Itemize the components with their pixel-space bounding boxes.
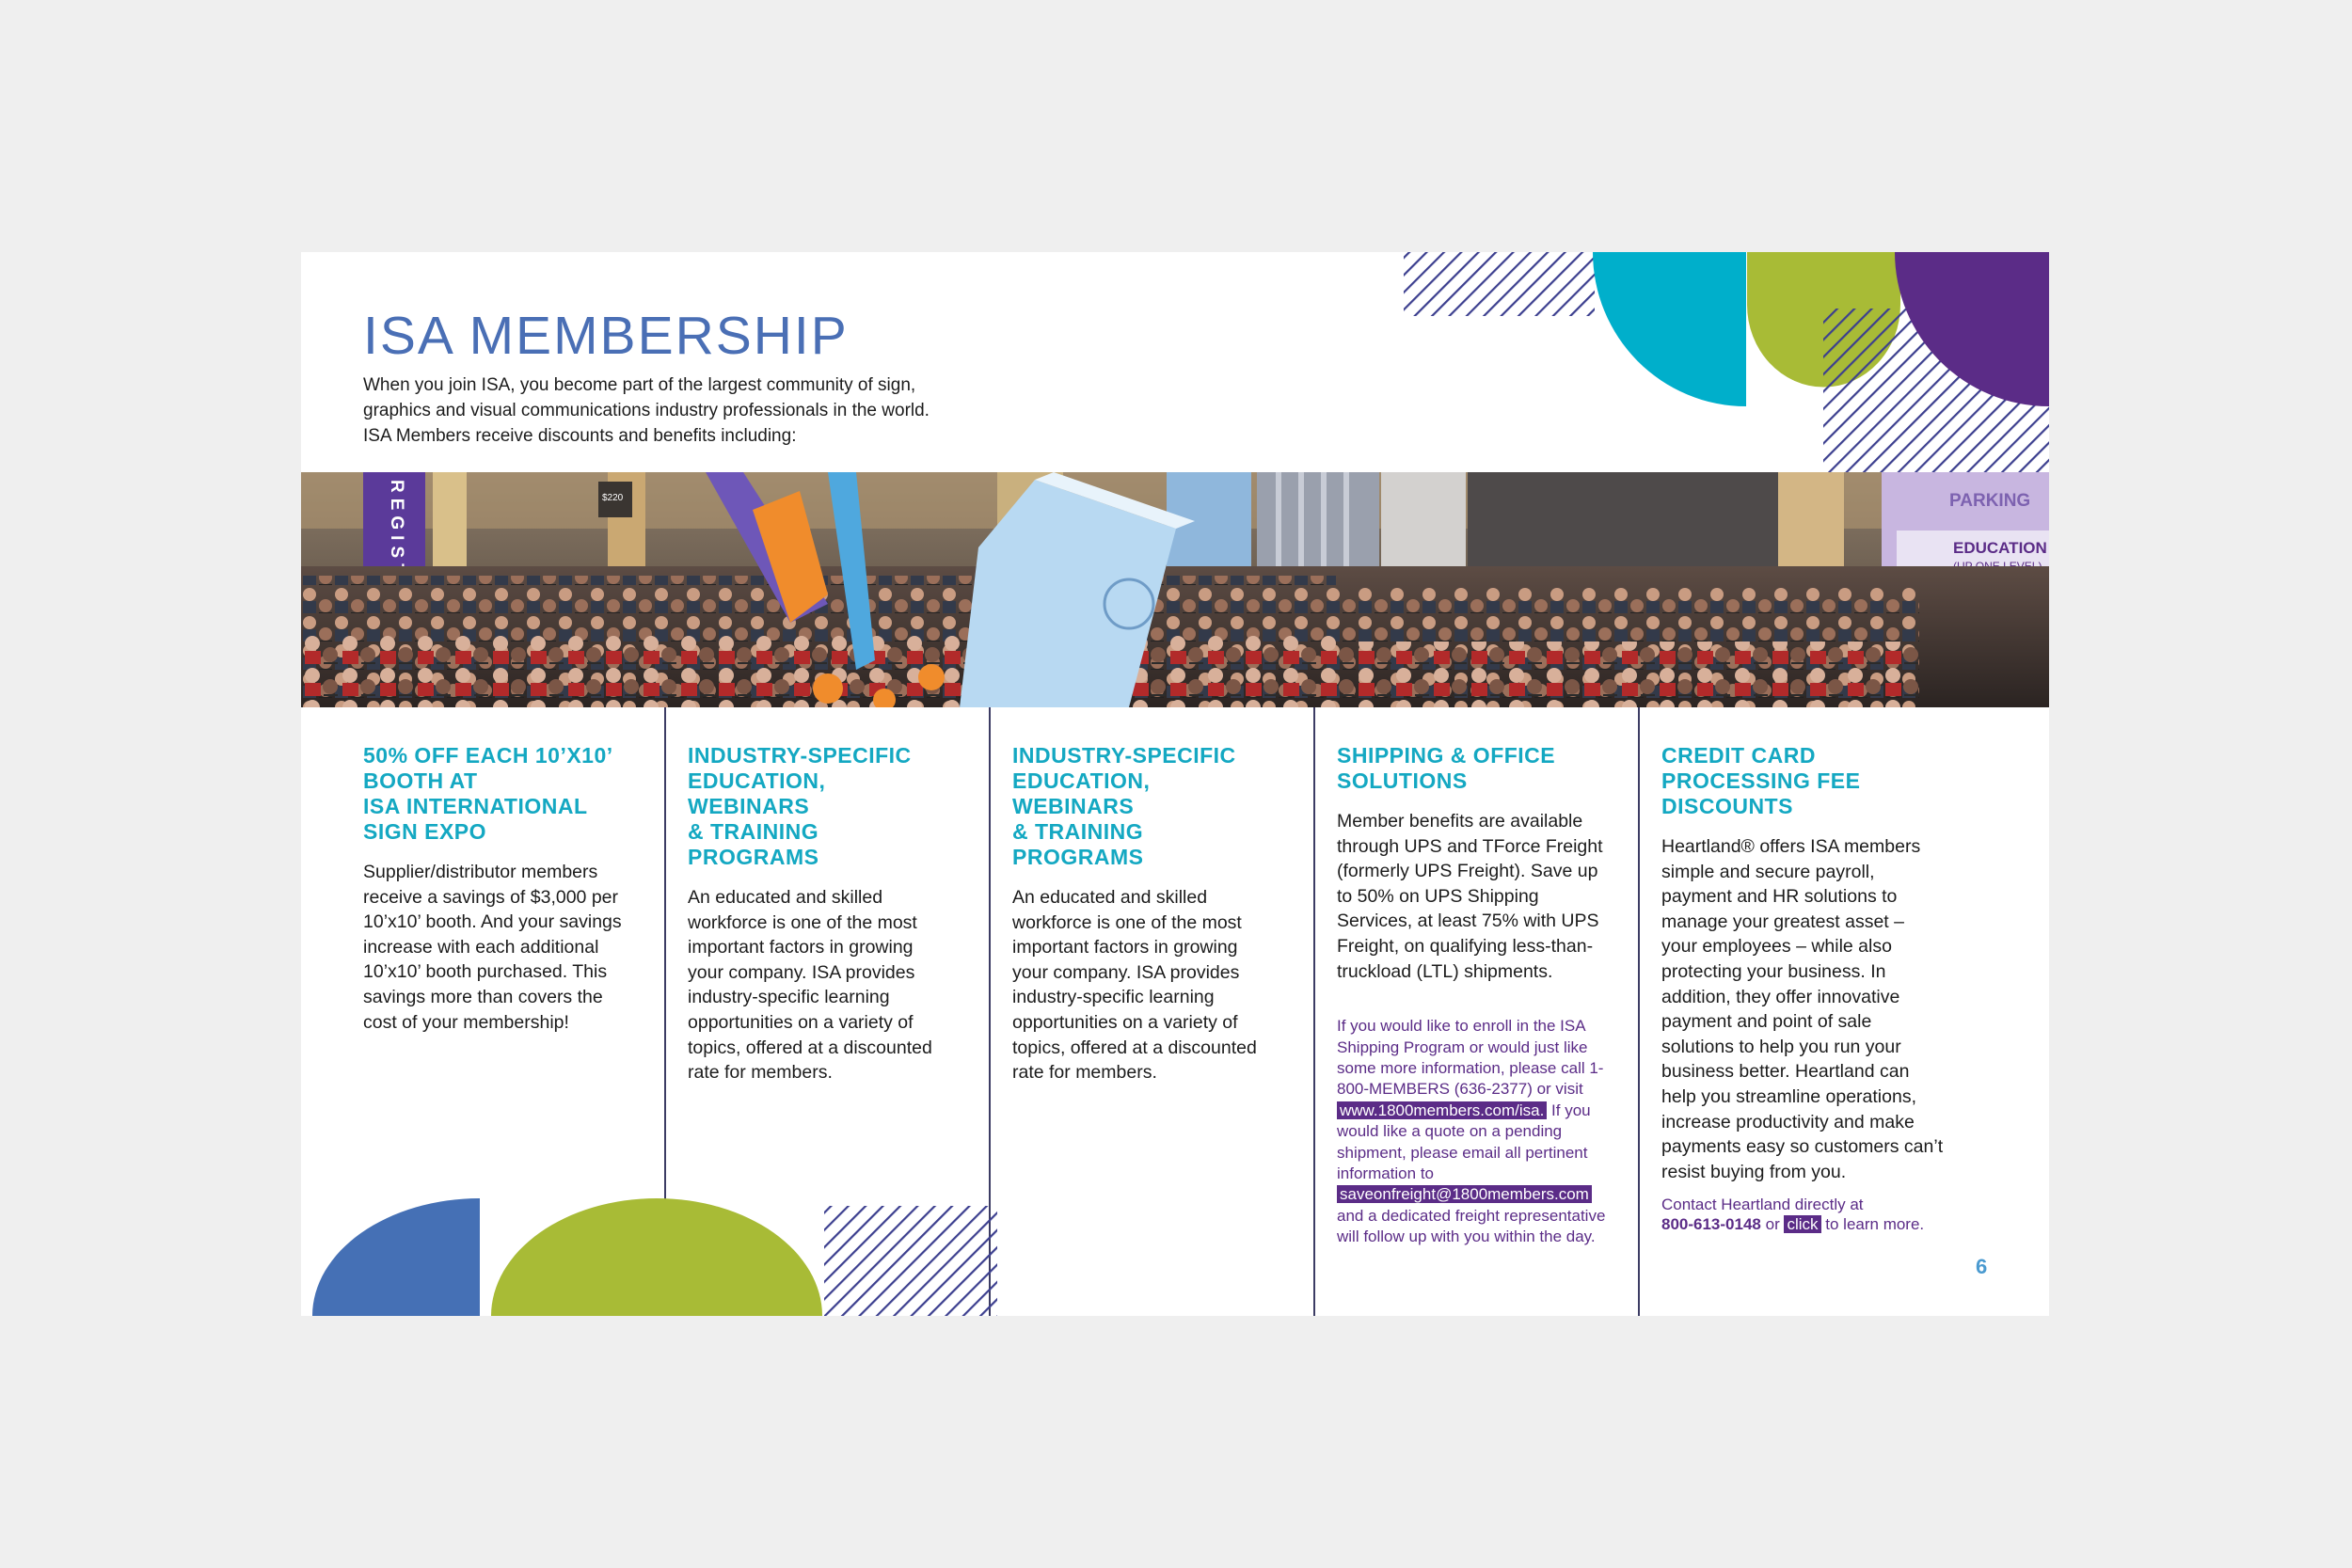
- education-sign-text: EDUCATION: [1953, 539, 2047, 557]
- note-text: If you would like a quote on a pending shipment, please email all pertinent information to: [1337, 1101, 1591, 1182]
- heartland-contact: [1661, 1196, 1944, 1234]
- contact-or: or: [1765, 1214, 1780, 1233]
- benefit-shipping: [1337, 743, 1613, 1248]
- brochure-page: [301, 252, 2049, 1316]
- benefit-description: An educated and skilled workforce is one of the most important factors in growing your company. ISA provides industry-specific learning opportunities on a variety of topics, offered at a discounted rate for members.: [1012, 887, 1257, 1084]
- contact-text: Contact Heartland directly at: [1661, 1196, 1864, 1214]
- benefit-description: Supplier/distributor members receive a savings of $3,000 per 10’x10’ booth. And your savings increase with each additional 10’x10’ booth purchased. This savings more than covers the cost of your membership!: [363, 862, 622, 1033]
- benefit-description: Heartland® offers ISA members simple and secure payroll, payment and HR solutions to manage your greatest asset – your employees – while also protecting your business. In addition, they offer innovative payment and point of sale solutions to help you run your business better. Heartland can help you streamline operations, increase productivity and make payments easy so customers can’t resist buying from you.: [1661, 836, 1944, 1182]
- hatch-block-top: [1404, 252, 1595, 316]
- orange-ball: [918, 664, 945, 690]
- intro-line: ISA Members receive discounts and benefits including:: [363, 426, 797, 446]
- benefit-heading: 50% OFF EACH 10’X10’ BOOTH AT ISA INTERNATIONAL SIGN EXPO: [363, 743, 613, 844]
- cyan-quarter-shape: [1593, 252, 1746, 406]
- footer-decoration: [301, 1198, 997, 1316]
- column-divider: [1638, 707, 1640, 1316]
- benefit-credit-card: [1661, 743, 1944, 1234]
- note-text: If you would like to enroll in the ISA Shipping Program or would just like some more information, please call 1-800-MEMBERS (636-2377) or visit: [1337, 1017, 1604, 1099]
- intro-text: [363, 372, 984, 449]
- orange-ball: [813, 673, 843, 704]
- benefit-booth-discount: [363, 743, 627, 1035]
- freight-email-link[interactable]: saveonfreight@1800members.com: [1337, 1185, 1592, 1203]
- heartland-click-link[interactable]: click: [1784, 1215, 1820, 1233]
- blue-quarter-shape: [312, 1198, 480, 1316]
- hatch-block-bottom: [824, 1206, 997, 1316]
- intro-line: When you join ISA, you become part of the largest community of sign,: [363, 375, 916, 395]
- contact-text: to learn more.: [1825, 1214, 1925, 1233]
- intro-line: graphics and visual communications industry professionals in the world.: [363, 401, 930, 420]
- page-number: 6: [1976, 1255, 1988, 1278]
- benefit-education: [688, 743, 951, 1085]
- contact-phone[interactable]: 800-613-0148: [1661, 1214, 1761, 1233]
- shipping-enroll-note: [1337, 1016, 1613, 1247]
- benefit-description: Member benefits are available through UPS and TForce Freight (formerly UPS Freight). Save up to 50% on UPS Shipping Services, at least 75% with UPS Freight, on qualifying less-than-truckload (LTL) shipments.: [1337, 811, 1603, 982]
- expo-crowd-photo: [301, 472, 2049, 707]
- shipping-program-link[interactable]: www.1800members.com/isa.: [1337, 1101, 1547, 1119]
- price-sign-text: $220: [602, 493, 624, 503]
- benefit-heading: SHIPPING & OFFICE SOLUTIONS: [1337, 743, 1556, 793]
- benefit-heading: INDUSTRY-SPECIFIC EDUCATION, WEBINARS & TRAINING PROGRAMS: [688, 743, 912, 869]
- page-title: ISA MEMBERSHIP: [363, 306, 849, 366]
- note-text: and a dedicated freight representative will follow up with you within the day.: [1337, 1206, 1606, 1246]
- benefit-education-duplicate: [1012, 743, 1276, 1085]
- green-half-circle-shape: [491, 1198, 822, 1316]
- benefit-heading: INDUSTRY-SPECIFIC EDUCATION, WEBINARS & TRAINING PROGRAMS: [1012, 743, 1236, 869]
- column-divider: [1313, 707, 1315, 1316]
- benefit-description: An educated and skilled workforce is one of the most important factors in growing your company. ISA provides industry-specific learning opportunities on a variety of topics, offered at a discounted rate for members.: [688, 887, 932, 1084]
- benefit-heading: CREDIT CARD PROCESSING FEE DISCOUNTS: [1661, 743, 1861, 818]
- parking-sign-text: PARKING: [1949, 491, 2031, 511]
